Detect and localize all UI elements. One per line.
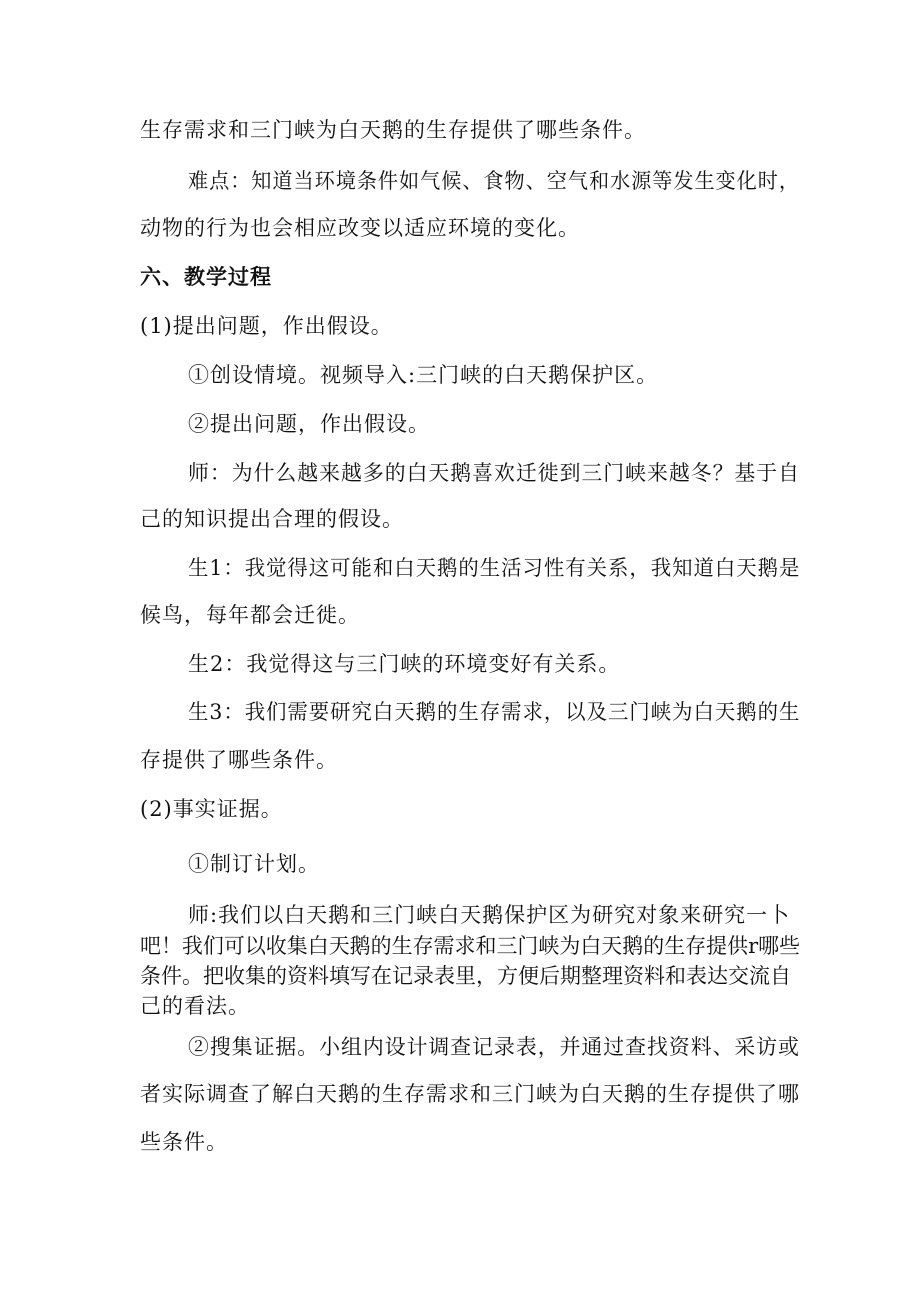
text-line: ①制订计划。 xyxy=(188,852,320,876)
section-heading: 六、教学过程 xyxy=(140,265,272,289)
text-line: 条件。把收集的资料填写在记录表里，方便后期整理资料和表达交流自 xyxy=(140,964,791,988)
text-line: 者实际调查了解白天鹅的生存需求和三门峡为白天鹅的生存提供了哪 xyxy=(140,1082,800,1106)
text-line: 动物的行为也会相应改变以适应环境的变化。 xyxy=(140,216,580,240)
text-line: 候鸟，每年都会迁徙。 xyxy=(140,603,360,627)
text-line: 生2：我觉得这与三门峡的环境变好有关系。 xyxy=(188,652,621,676)
subsection-heading: (1)提出问题，作出假设。 xyxy=(140,314,393,338)
text-line: 己的知识提出合理的假设。 xyxy=(140,507,404,531)
text-line: 生1：我觉得这可能和白天鹅的生活习性有关系，我知道白天鹅是 xyxy=(188,556,801,580)
text-line: 生存需求和三门峡为白天鹅的生存提供了哪些条件。 xyxy=(140,118,646,142)
text-line: ①创设情境。视频导入:三门峡的白天鹅保护区。 xyxy=(188,363,659,387)
text-line: 吧！我们可以收集白天鹅的生存需求和三门峡为白天鹅的生存提供r哪些 xyxy=(140,934,801,958)
text-line: 师:我们以白天鹅和三门峡白天鹅保护区为研究对象来研究一卜 xyxy=(188,903,791,927)
text-line: 存提供了哪些条件。 xyxy=(140,748,338,772)
text-line: ②搜集证据。小组内设计调查记录表，并通过查找资料、采访或 xyxy=(188,1035,800,1059)
text-line: 些条件。 xyxy=(140,1130,228,1154)
text-line: ②提出问题，作出假设。 xyxy=(188,412,430,436)
text-line: 难点：知道当环境条件如气候、食物、空气和水源等发生变化时， xyxy=(188,169,800,193)
subsection-heading: (2)事实证据。 xyxy=(140,797,283,821)
text-line: 己的看法。 xyxy=(140,994,250,1018)
text-line: 生3：我们需要研究白天鹅的生存需求，以及三门峡为白天鹅的生 xyxy=(188,700,801,724)
text-line: 师：为什么越来越多的白天鹅喜欢迁徙到三门峡来越冬？基于自 xyxy=(188,461,800,485)
